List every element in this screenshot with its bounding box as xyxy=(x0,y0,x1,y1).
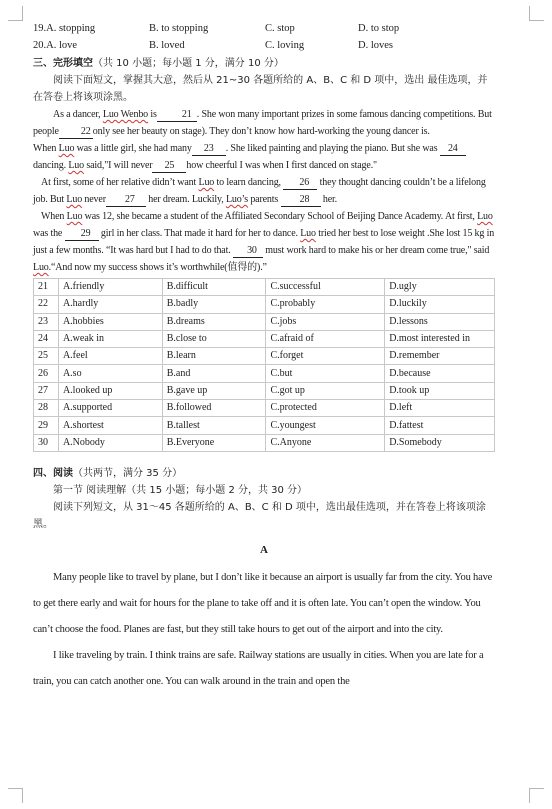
option-row-27 xyxy=(34,382,495,399)
option-a: 19.A. stopping xyxy=(33,23,96,34)
option-b: B.tallest xyxy=(162,417,266,434)
option-row-22 xyxy=(34,296,495,313)
option-c: C.afraid of xyxy=(266,330,385,347)
option-a: 20.A. love xyxy=(33,40,78,51)
question-number: 25 xyxy=(34,348,59,365)
section-4-heading xyxy=(33,466,495,482)
section-3-instruction: 阅读下面短文，掌握其大意，然后从 21~30 各题所给的 A、B、C 和 D 项中，选出 最佳选项，并在答卷上将该项涂黑。 xyxy=(33,75,488,103)
crop-mark-bottom-right xyxy=(529,788,544,803)
blank-24[interactable]: 24 xyxy=(440,143,466,156)
option-d: D.took up xyxy=(385,382,495,399)
option-row-29 xyxy=(34,417,495,434)
crop-mark-bottom-left xyxy=(8,788,23,803)
crop-mark-top-right xyxy=(529,6,544,21)
option-d: D.most interested in xyxy=(385,330,495,347)
section-4-instruction: 阅读下列短文，从 31～45 各题所给的 A、B、C 和 D 项中，选出最佳选项，并在答卷上将该项涂黑。 xyxy=(33,501,486,530)
option-c: C.successful xyxy=(266,279,385,296)
option-c: C.probably xyxy=(266,296,385,313)
cloze-options-table xyxy=(33,278,495,452)
option-c: C.forget xyxy=(266,348,385,365)
blank-30[interactable]: 30 xyxy=(233,245,263,258)
option-c: C.Anyone xyxy=(266,434,385,451)
cloze-paragraph-1: As a dancer, Luo Wenbo is 21 . She won many important prizes in some famous dancing competitions. But people 22 only see her beauty on stage). They don’t know how hard-working the young dancer is. xyxy=(33,109,492,137)
blank-21[interactable]: 21 xyxy=(157,109,197,122)
question-number: 22 xyxy=(34,296,59,313)
option-row-21 xyxy=(34,279,495,296)
section-3-title: 三、完形填空 xyxy=(33,58,93,69)
option-row-30 xyxy=(34,434,495,451)
cloze-paragraph-4: When Luo was 12, she became a student of the Affiliated Secondary School of Beijing Dance Academy. At first, Luo was the 29 girl in her class. That made it hard for her to dance. Luo tried her best to lose weight .She lost 15 kg in just a few months. “It was hard but I had to do that. 30 must work hard to make his or her dream come true," said Luo.“And now my success shows it’s worthwhile(值得的).” xyxy=(33,211,495,273)
option-c: C. loving xyxy=(265,40,305,51)
option-d: D.left xyxy=(385,400,495,417)
blank-28[interactable]: 28 xyxy=(281,194,321,207)
option-b: B. loved xyxy=(149,40,185,51)
section-3-scoring: （共 10 小题；每小题 1 分，满分 10 分） xyxy=(93,58,284,69)
option-b: B.difficult xyxy=(162,279,266,296)
person-name: Luo Wenbo xyxy=(102,109,149,120)
option-row-25 xyxy=(34,348,495,365)
option-d: D.Somebody xyxy=(385,434,495,451)
option-d: D.lessons xyxy=(385,313,495,330)
blank-29[interactable]: 29 xyxy=(65,228,99,241)
option-row-24 xyxy=(34,330,495,347)
option-b: B.followed xyxy=(162,400,266,417)
exam-page xyxy=(33,20,495,695)
cloze-paragraph-3: At first, some of her relative didn’t want Luo to learn dancing, 26 they thought dancing couldn’t be a lifelong job. But Luo never 27 her dream. Luckily, Luo’s parents 28 her. xyxy=(33,177,486,205)
reading-paragraph-2: I like traveling by train. I think trains are safe. Railway stations are usually in cities. When you are late for a train, you can catch another one. You can walk around in the train and open the xyxy=(33,649,484,687)
question-number: 30 xyxy=(34,434,59,451)
option-c: C. stop xyxy=(265,23,295,34)
option-b: B.badly xyxy=(162,296,266,313)
option-row-20 xyxy=(33,37,495,54)
option-a: A.so xyxy=(58,365,162,382)
option-d: D. to stop xyxy=(358,23,400,34)
section-4-title: 四、阅读 xyxy=(33,467,73,479)
section-3-heading xyxy=(33,56,495,72)
option-d: D.ugly xyxy=(385,279,495,296)
option-d: D. loves xyxy=(358,40,393,51)
question-number: 24 xyxy=(34,330,59,347)
option-b: B.gave up xyxy=(162,382,266,399)
option-row-28 xyxy=(34,400,495,417)
question-number: 27 xyxy=(34,382,59,399)
question-number: 21 xyxy=(34,279,59,296)
question-number: 28 xyxy=(34,400,59,417)
option-c: C.jobs xyxy=(266,313,385,330)
option-c: C.but xyxy=(266,365,385,382)
cloze-paragraph-2: When Luo was a little girl, she had many 23 . She liked painting and playing the piano. But she was 24 dancing. Luo said,"I will never 25 how cheerful I was when I first danced on stage." xyxy=(33,140,495,174)
option-d: D.remember xyxy=(385,348,495,365)
option-a: A.supported xyxy=(58,400,162,417)
question-number: 29 xyxy=(34,417,59,434)
option-row-23 xyxy=(34,313,495,330)
question-number: 26 xyxy=(34,365,59,382)
option-d: D.because xyxy=(385,365,495,382)
section-4-scoring: （共两节，满分 35 分） xyxy=(73,467,183,479)
reading-paragraph-1: Many people like to travel by plane, but I don’t like it because an airport is usually far from the city. You have to get there early and wait for hours for the plane to take off and it is often late. You can’t open the window. You can’t choose the food. Planes are fast, but they still take hours to get out of the airport and into the city. xyxy=(33,571,493,635)
option-a: A.Nobody xyxy=(58,434,162,451)
passage-title: A xyxy=(260,543,268,556)
option-b: B.dreams xyxy=(162,313,266,330)
option-c: C.got up xyxy=(266,382,385,399)
blank-26[interactable]: 26 xyxy=(283,177,317,190)
prev-options xyxy=(33,20,495,54)
option-c: C.youngest xyxy=(266,417,385,434)
option-row-19 xyxy=(33,20,495,37)
section-4-subheading: 第一节 阅读理解（共 15 小题；每小题 2 分，共 30 分） xyxy=(53,484,308,496)
option-a: A.hardly xyxy=(58,296,162,313)
blank-25[interactable]: 25 xyxy=(152,160,186,173)
blank-23[interactable]: 23 xyxy=(192,143,226,156)
option-b: B.and xyxy=(162,365,266,382)
option-a: A.hobbies xyxy=(58,313,162,330)
option-a: A.feel xyxy=(58,348,162,365)
blank-22[interactable]: 22 xyxy=(59,126,93,139)
option-d: D.luckily xyxy=(385,296,495,313)
option-a: A.friendly xyxy=(58,279,162,296)
crop-mark-top-left xyxy=(8,6,23,21)
question-number: 23 xyxy=(34,313,59,330)
option-a: A.looked up xyxy=(58,382,162,399)
option-d: D.fattest xyxy=(385,417,495,434)
option-c: C.protected xyxy=(266,400,385,417)
option-b: B. to stopping xyxy=(149,23,209,34)
option-b: B.close to xyxy=(162,330,266,347)
option-b: B.Everyone xyxy=(162,434,266,451)
option-a: A.shortest xyxy=(58,417,162,434)
option-a: A.weak in xyxy=(58,330,162,347)
option-b: B.learn xyxy=(162,348,266,365)
blank-27[interactable]: 27 xyxy=(106,194,146,207)
option-row-26 xyxy=(34,365,495,382)
cloze-passage xyxy=(33,106,495,276)
